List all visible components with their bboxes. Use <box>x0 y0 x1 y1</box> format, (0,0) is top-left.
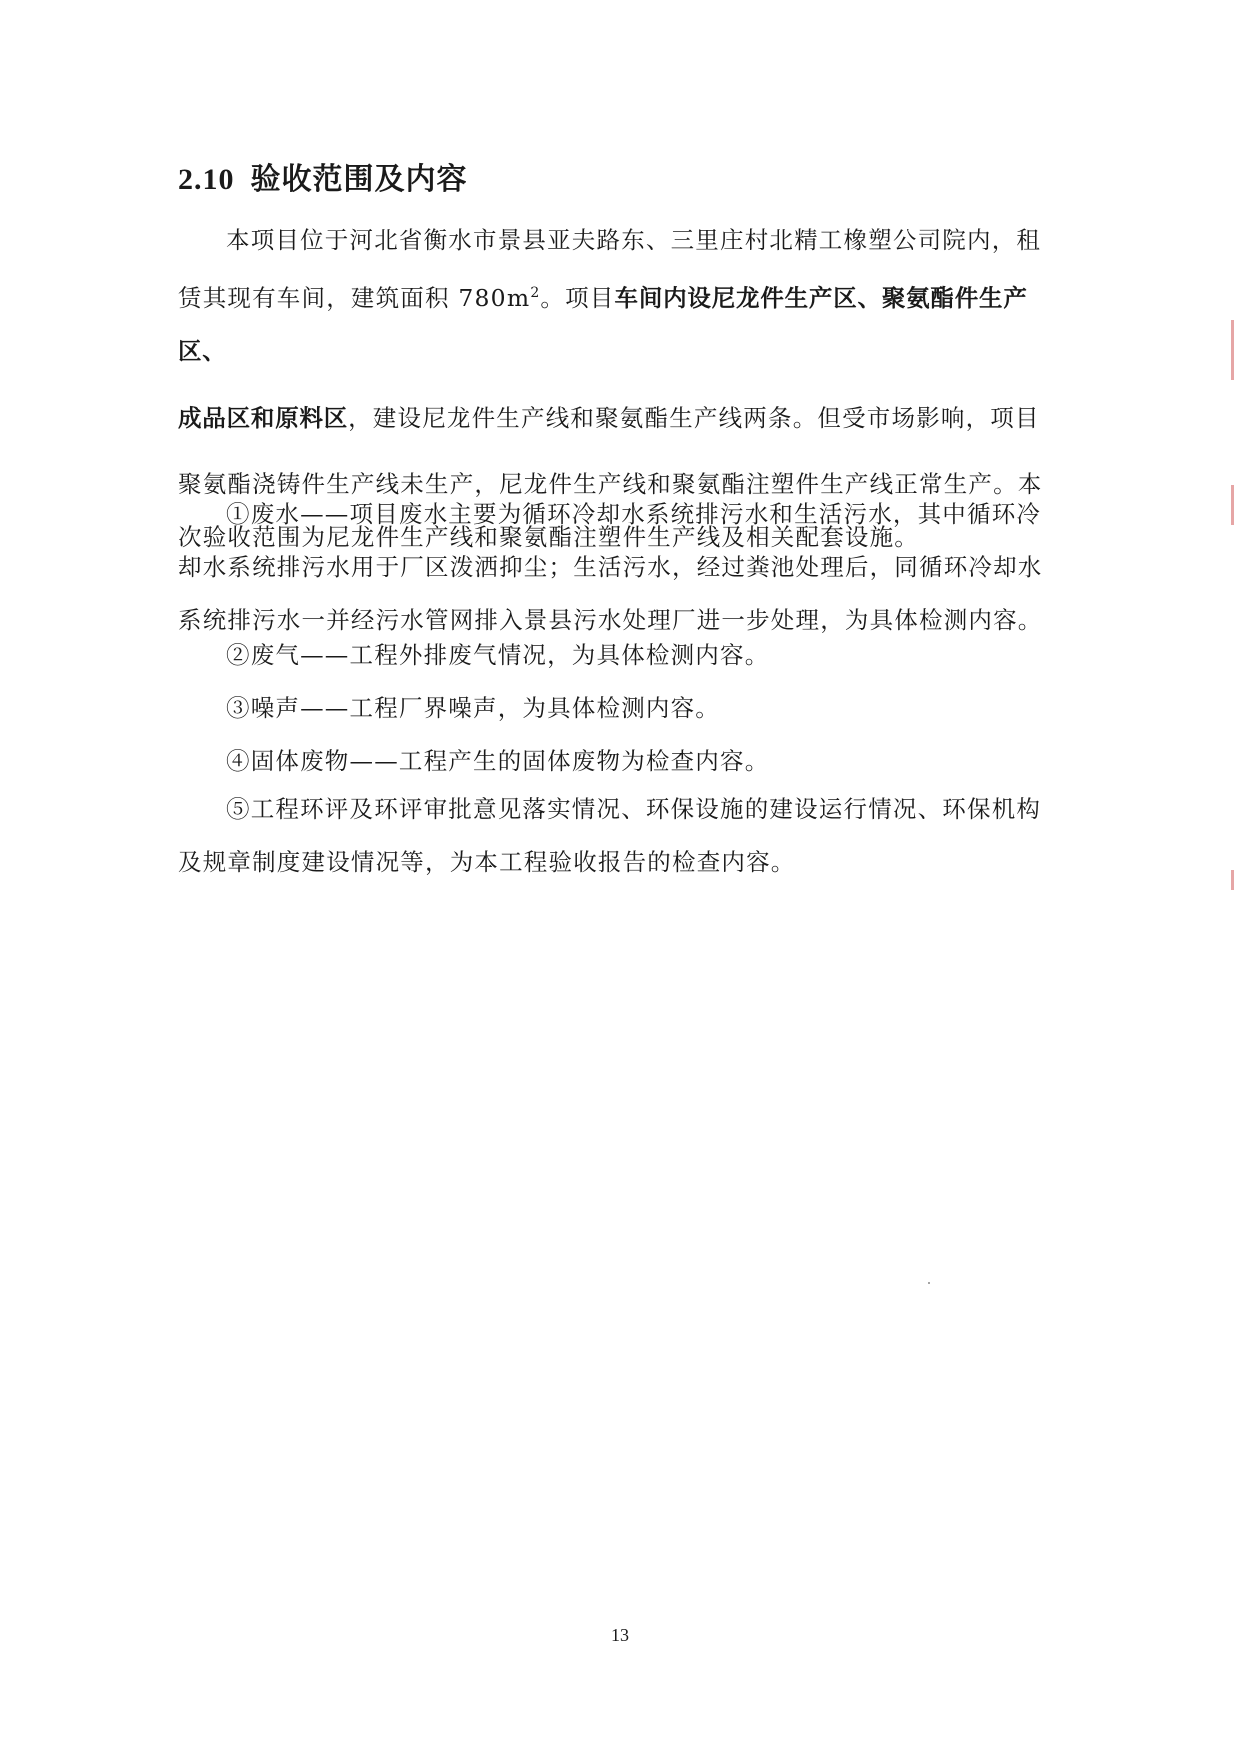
bold-text: 成品区和原料区 <box>178 403 349 432</box>
section-heading <box>178 154 468 198</box>
section-number: 2.10 <box>178 163 235 196</box>
item-environmental-review: ⑤工程环评及环评审批意见落实情况、环保设施的建设运行情况、环保机构及规章制度建设情况等，为本工程验收报告的检查内容。 <box>178 795 1042 876</box>
scan-artifact <box>1231 320 1234 380</box>
section-title: 验收范围及内容 <box>250 162 468 197</box>
item-wastewater: ①废水——项目废水主要为循环冷却水系统排污水和生活污水，其中循环冷却水系统排污水用于厂区泼洒抑尘；生活污水，经过粪池处理后，同循环冷却水系统排污水一并经污水管网排入景县污水处理厂进一步处理，为具体检测内容。 <box>178 500 1043 634</box>
bold-text: 车间内设尼龙件生产区、聚氨酯件生产区、 <box>178 283 1028 365</box>
item-solid-waste: ④固体废物——工程产生的固体废物为检查内容。 <box>226 747 770 775</box>
scan-artifact <box>1231 870 1234 890</box>
item-exhaust: ②废气——工程外排废气情况，为具体检测内容。 <box>226 641 770 669</box>
paragraph-text: 本项目位于河北省衡水市景县亚夫路东、三里庄村北精工橡塑公司院内，租赁其现有车间，建筑面积 780m <box>178 226 1042 312</box>
page-number: 13 <box>611 1625 629 1645</box>
paragraph-text: 。项目 <box>540 283 615 312</box>
scan-speck <box>928 1282 930 1284</box>
superscript: 2 <box>530 285 541 301</box>
paragraph-text: ，建设尼龙件生产线和聚氨酯生产线两条。但受市场影响，项目聚氨酯浇铸件生产线未生产，尼龙件生产线和聚氨酯注塑件生产线正常生产。本次验收范围为尼龙件生产线和聚氨酯注塑件生产线及相关配套设施。 <box>178 403 1043 551</box>
item-noise: ③噪声——工程厂界噪声，为具体检测内容。 <box>226 694 720 722</box>
scan-artifact <box>1231 485 1234 525</box>
